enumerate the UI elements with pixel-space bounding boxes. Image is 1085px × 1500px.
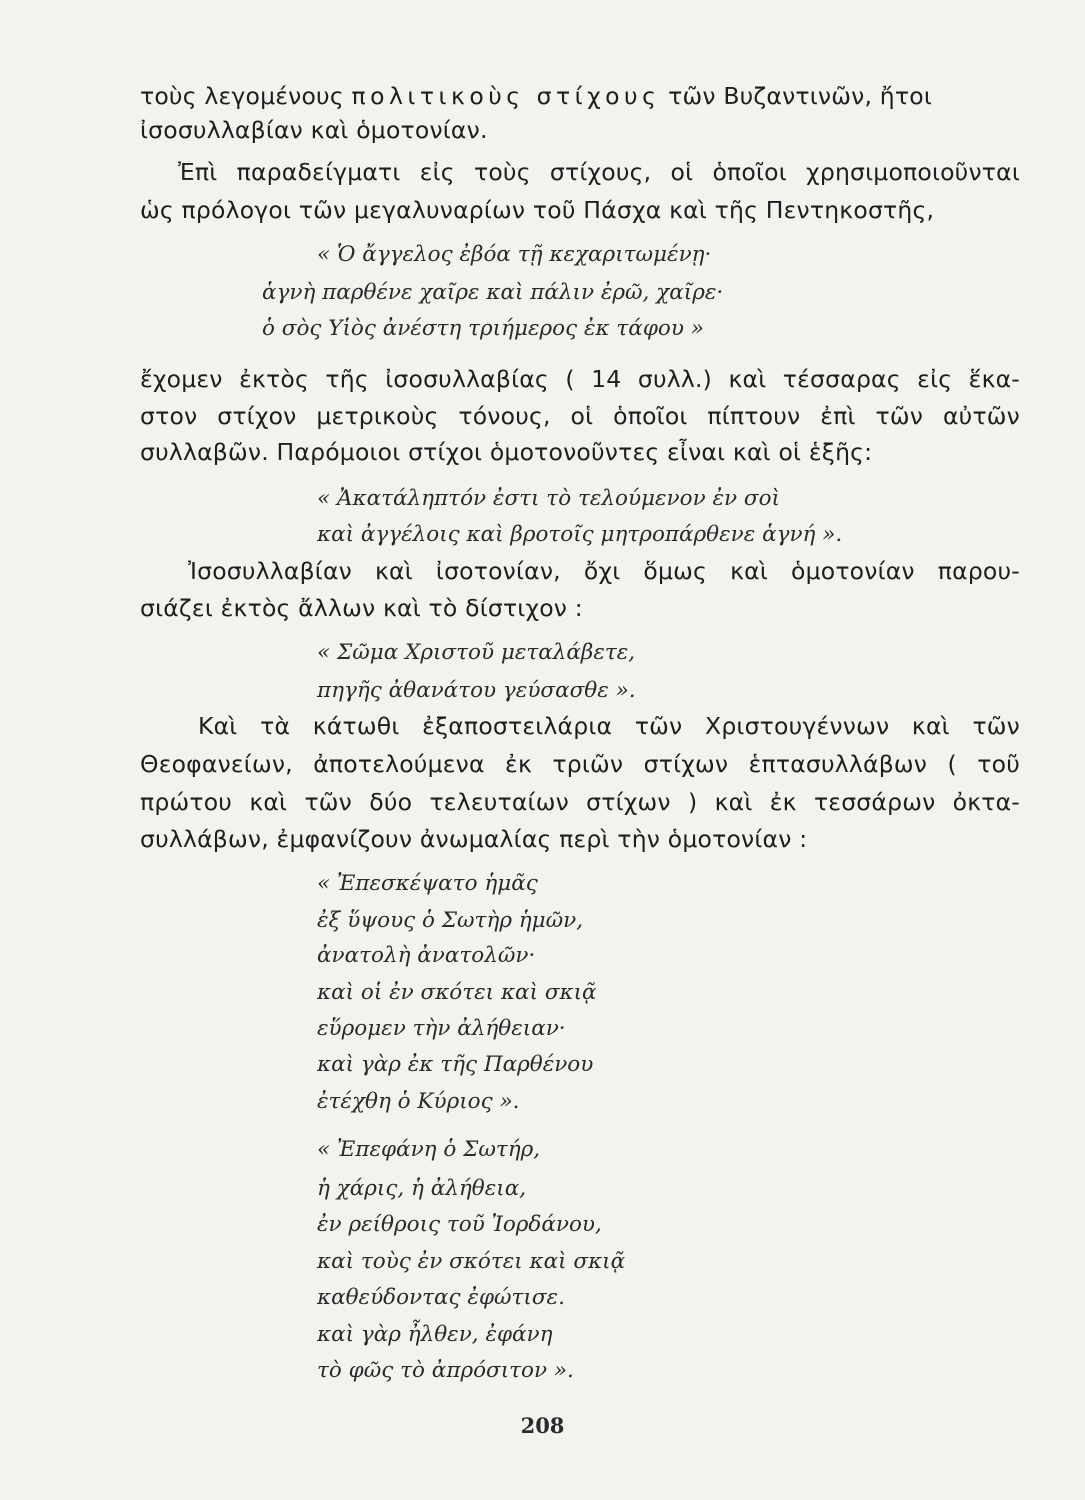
text-line: Θεοφανείων, ἀποτελούμενα ἐκ τριῶν στίχων ἑπτασυλλάβων ( τοῦ: [140, 750, 1020, 778]
text-line: στον στίχον μετρικοὺς τόνους, οἱ ὁποῖοι πίπτουν ἐπὶ τῶν αὐτῶν: [140, 402, 1020, 430]
verse-line: « Ἐπεσκέψατο ἡμᾶς: [317, 871, 538, 896]
text-line: σιάζει ἐκτὸς ἄλλων καὶ τὸ δίστιχον :: [140, 594, 583, 622]
verse-line: εὕρομεν τὴν ἀλήθειαν·: [317, 1016, 566, 1041]
verse-line: ἁγνὴ παρθένε χαῖρε καὶ πάλιν ἐρῶ, χαῖρε·: [262, 280, 724, 305]
verse-line: ἡ χάρις, ἡ ἀλήθεια,: [317, 1176, 527, 1201]
verse-line: ἐτέχθη ὁ Κύριος ».: [317, 1089, 520, 1114]
text-line: Ἐπὶ παραδείγματι εἰς τοὺς στίχους, οἱ ὁποῖοι χρησιμοποιοῦνται: [178, 158, 1020, 186]
verse-line: ἐξ ὕψους ὁ Σωτὴρ ἡμῶν,: [317, 908, 584, 933]
verse-line: καθεύδοντας ἐφώτισε.: [317, 1285, 565, 1310]
text-line: πρώτου καὶ τῶν δύο τελευταίων στίχων ) καὶ ἐκ τεσσάρων ὀκτα-: [140, 788, 1020, 816]
text-line: ἔχομεν ἐκτὸς τῆς ἰσοσυλλαβίας ( 14 συλλ.) καὶ τέσσαρας εἰς ἕκα-: [140, 365, 1020, 393]
verse-line: ἀνατολὴ ἀνατολῶν·: [317, 943, 536, 968]
text-line: ἰσοσυλλαβίαν καὶ ὁμοτονίαν.: [140, 116, 488, 144]
verse-line: « Ἀκατάληπτόν ἐστι τὸ τελούμενον ἐν σοὶ: [317, 486, 780, 511]
verse-line: τὸ φῶς τὸ ἀπρόσιτον ».: [317, 1358, 574, 1383]
spaced-term: πολιτικοὺς στίχους: [351, 82, 661, 110]
text-line: Ἰσοσυλλαβίαν καὶ ἰσοτονίαν, ὄχι ὅμως καὶ ὁμοτονίαν παρου-: [188, 557, 1020, 585]
verse-line: « Ἐπεφάνη ὁ Σωτήρ,: [317, 1137, 541, 1162]
verse-line: καὶ γὰρ ἦλθεν, ἐφάνη: [317, 1322, 553, 1347]
verse-line: « Σῶμα Χριστοῦ μεταλάβετε,: [317, 640, 636, 665]
text-line: συλλαβῶν. Παρόμοιοι στίχοι ὁμοτονοῦντες εἶναι καὶ οἱ ἑξῆς:: [140, 438, 873, 466]
text-line: Καὶ τὰ κάτωθι ἐξαποστειλάρια τῶν Χριστουγέννων καὶ τῶν: [198, 712, 1020, 740]
text-line: ὡς πρόλογοι τῶν μεγαλυναρίων τοῦ Πάσχα καὶ τῆς Πεντηκοστῆς,: [140, 196, 935, 224]
text-line: συλλάβων, ἐμφανίζουν ἀνωμαλίας περὶ τὴν ὁμοτονίαν :: [140, 825, 808, 853]
verse-line: πηγῆς ἀθανάτου γεύσασθε ».: [317, 678, 636, 703]
page-number: 208: [520, 1413, 565, 1438]
verse-line: ὁ σὸς Υἱὸς ἀνέστη τριήμερος ἐκ τάφου »: [262, 316, 704, 341]
text-line: τοὺς λεγομένους πολιτικοὺς στίχους τῶν Βυζαντινῶν, ἤτοι: [140, 82, 932, 110]
verse-line: « Ὁ ἄγγελος ἐβόα τῇ κεχαριτωμένῃ·: [317, 242, 712, 267]
verse-line: καὶ τοὺς ἐν σκότει καὶ σκιᾷ: [317, 1249, 626, 1274]
verse-line: καὶ γὰρ ἐκ τῆς Παρθένου: [317, 1052, 594, 1077]
verse-line: καὶ οἱ ἐν σκότει καὶ σκιᾷ: [317, 980, 597, 1005]
verse-line: ἐν ρείθροις τοῦ Ἰορδάνου,: [317, 1212, 602, 1237]
verse-line: καὶ ἀγγέλοις καὶ βροτοῖς μητροπάρθενε ἁγνή ».: [317, 522, 843, 547]
